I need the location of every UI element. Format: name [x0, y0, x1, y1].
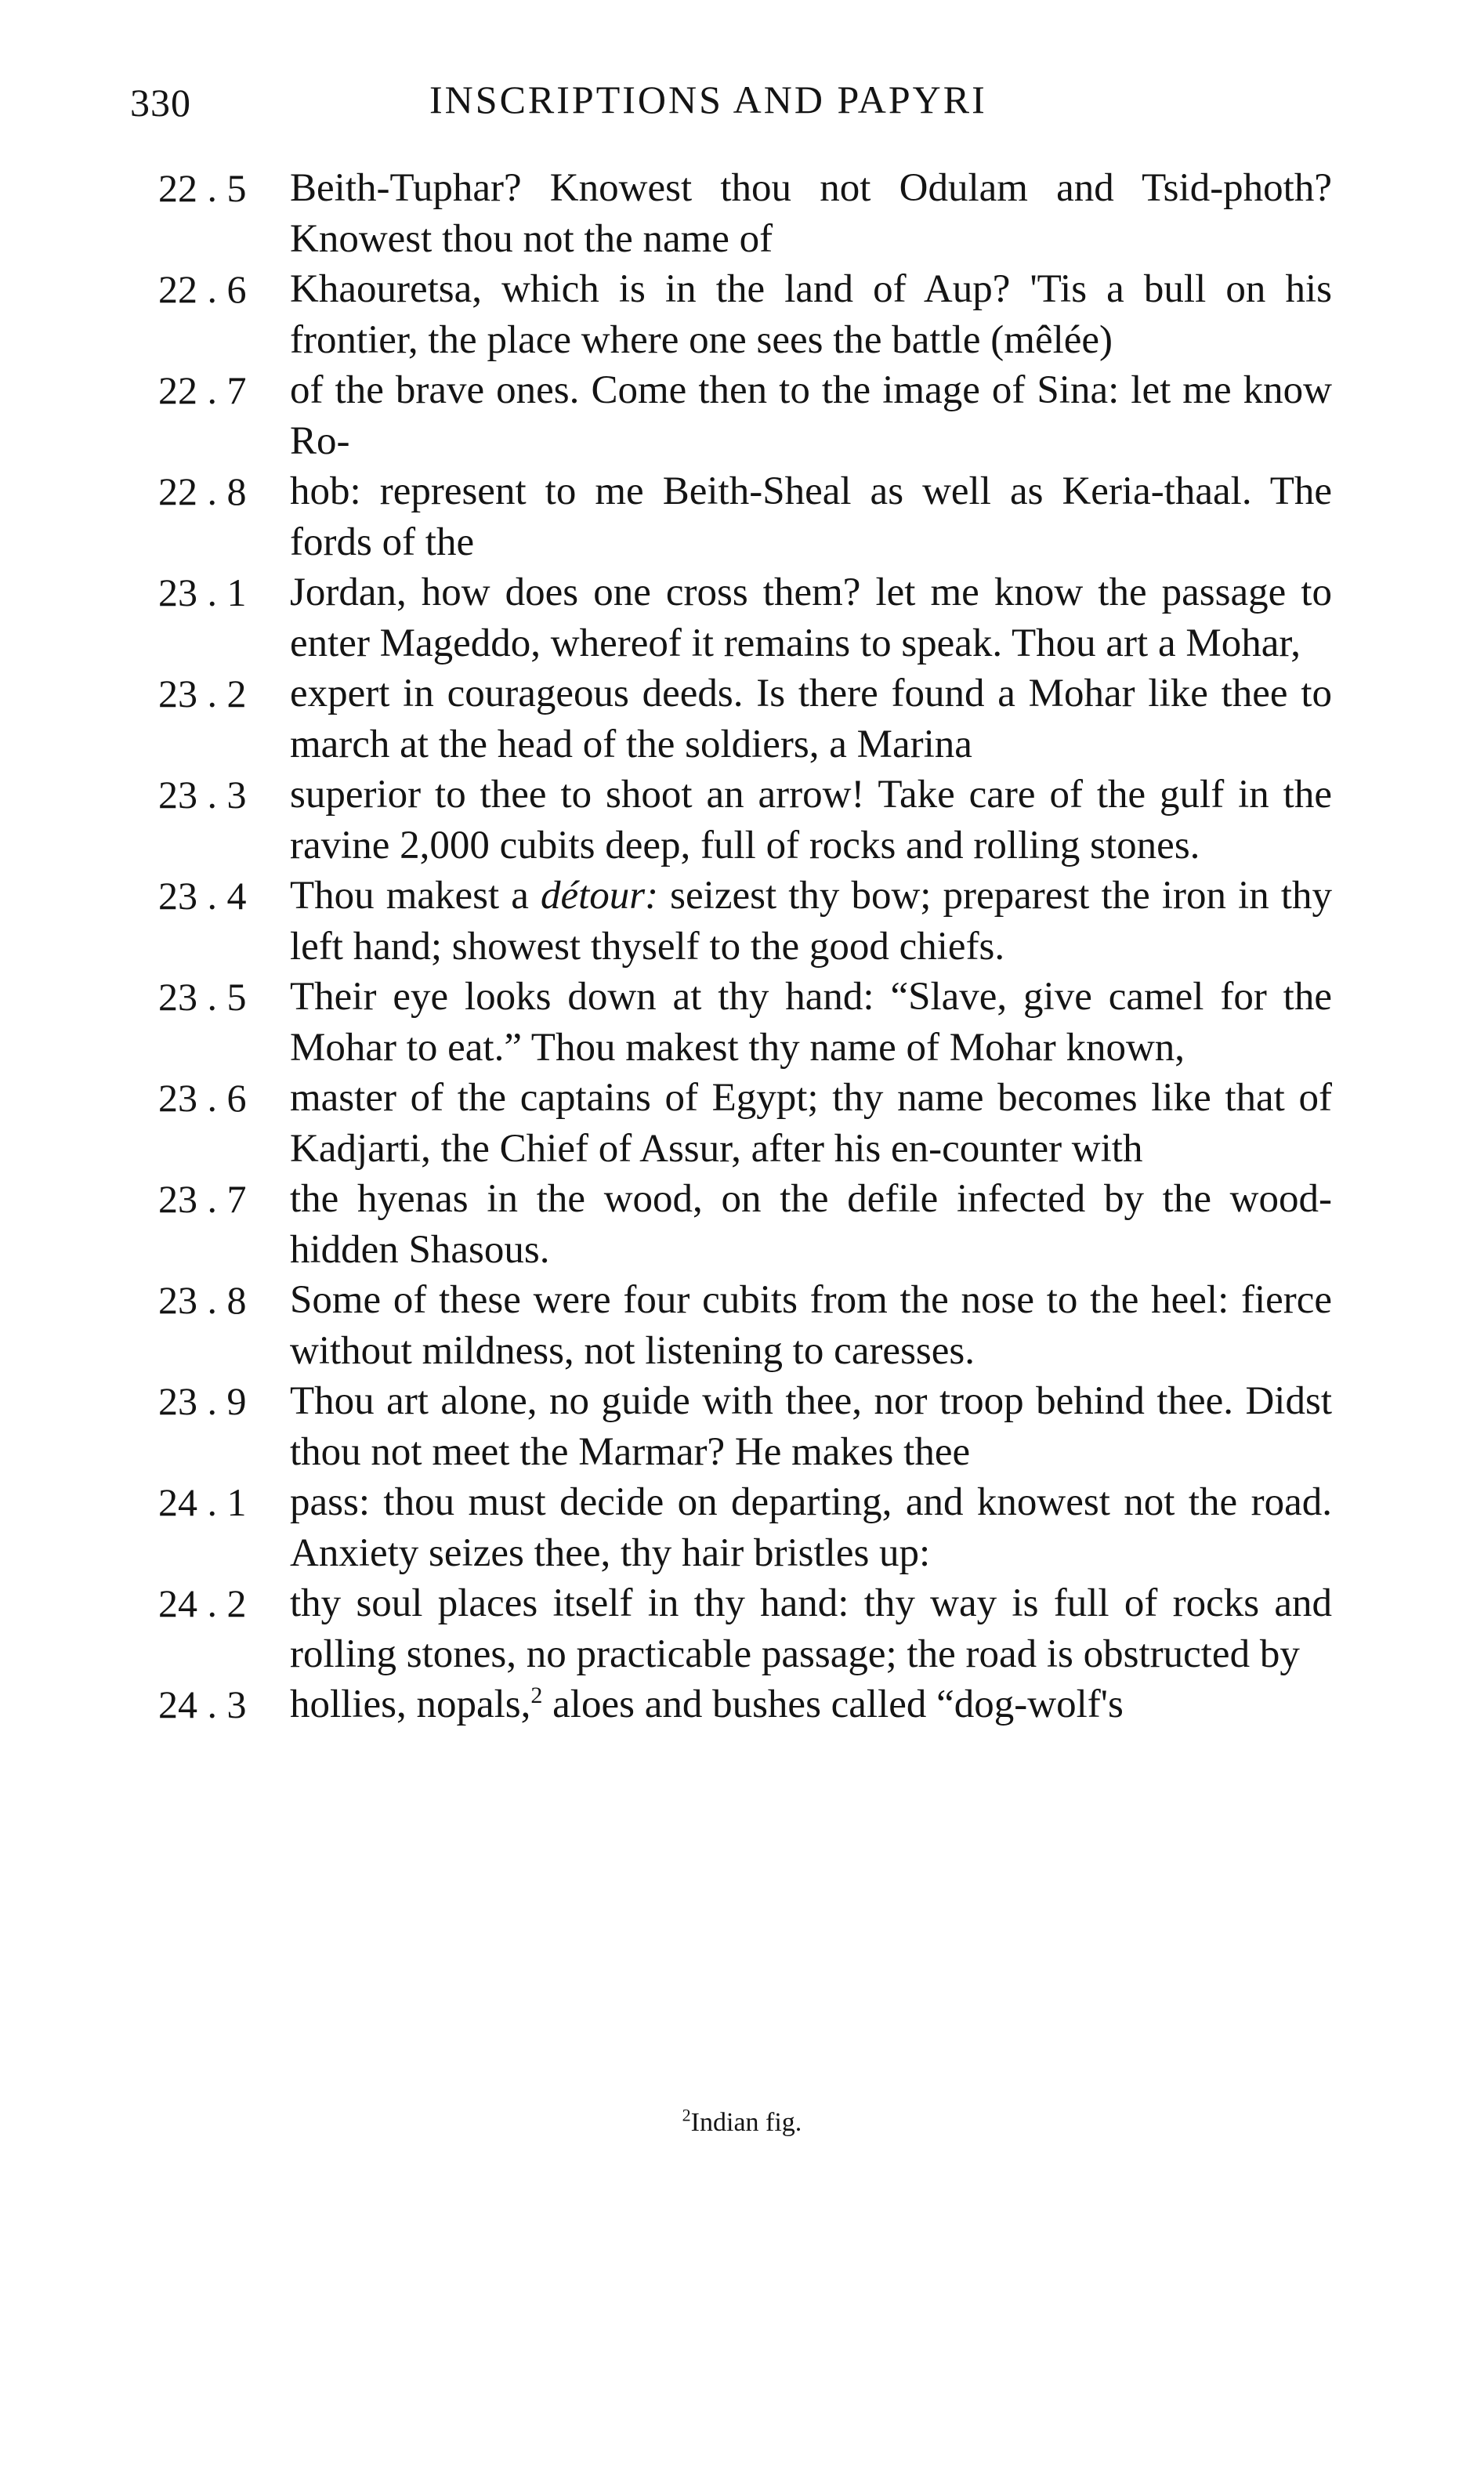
- line-reference: 23 . 5: [158, 975, 247, 1019]
- inscription-entries: [0, 163, 1484, 1730]
- line-reference: 24 . 2: [158, 1581, 247, 1625]
- entry-text: [290, 1679, 1332, 1730]
- entry-23-1: [0, 567, 1484, 668]
- footnote-reference: 2: [530, 1682, 543, 1708]
- entry-23-5: [0, 972, 1484, 1073]
- entry-text: the hyenas in the wood, on the defile infected by the wood-hidden Shasous.: [290, 1177, 1332, 1272]
- entry-23-7: [0, 1174, 1484, 1275]
- line-reference: 23 . 2: [158, 672, 247, 715]
- entry-text: Some of these were four cubits from the nose to the heel: fierce without mildness, not listening to caresses.: [290, 1278, 1332, 1373]
- page-number: 330: [130, 81, 191, 125]
- entry-text: Khaouretsa, which is in the land of Aup? 'Tis a bull on his frontier, the place where one sees the battle (mêlée): [290, 267, 1332, 362]
- entry-22-8: [0, 466, 1484, 567]
- line-reference: 22 . 8: [158, 469, 247, 513]
- entry-text: Beith-Tuphar? Knowest thou not Odulam and Tsid-photh? Knowest thou not the name of: [290, 166, 1332, 261]
- footnote-text: Indian fig.: [690, 2108, 802, 2137]
- line-reference: 23 . 9: [158, 1379, 247, 1423]
- entry-text: Their eye looks down at thy hand: “Slave, give camel for the Mohar to eat.” Thou makest thy name of Mohar known,: [290, 975, 1332, 1070]
- entry-text: of the brave ones. Come then to the image of Sina: let me know Ro-: [290, 368, 1332, 463]
- entry-24-1: [0, 1477, 1484, 1578]
- entry-22-5: [0, 163, 1484, 264]
- entry-text-part: seizest thy bow; preparest the iron in thy left hand; showest thyself to the good chiefs.: [290, 874, 1332, 969]
- entry-text: expert in courageous deeds. Is there found a Mohar like thee to march at the head of the soldiers, a Marina: [290, 672, 1332, 766]
- line-reference: 22 . 5: [158, 166, 247, 210]
- entry-text: superior to thee to shoot an arrow! Take care of the gulf in the ravine 2,000 cubits deep, full of rocks and rolling stones.: [290, 773, 1332, 867]
- entry-24-2: [0, 1578, 1484, 1679]
- entry-23-4: [0, 871, 1484, 972]
- italic-word: détour:: [540, 874, 659, 918]
- line-reference: 24 . 3: [158, 1682, 247, 1726]
- entry-text: hob: represent to me Beith-Sheal as well as Keria-thaal. The fords of the: [290, 469, 1332, 564]
- line-reference: 23 . 1: [158, 570, 247, 614]
- entry-text-part: aloes and bushes called “dog-wolf's: [542, 1682, 1124, 1726]
- line-reference: 23 . 6: [158, 1076, 247, 1120]
- running-head: INSCRIPTIONS AND PAPYRI: [429, 78, 987, 121]
- entry-text: master of the captains of Egypt; thy name becomes like that of Kadjarti, the Chief of Assur, after his en-counter with: [290, 1076, 1332, 1171]
- footnote: [0, 2105, 1484, 2138]
- line-reference: 23 . 7: [158, 1177, 247, 1221]
- page-header: [0, 72, 1484, 127]
- entry-23-8: [0, 1275, 1484, 1376]
- entry-22-7: [0, 365, 1484, 466]
- entry-text: Jordan, how does one cross them? let me know the passage to enter Mageddo, whereof it remains to speak. Thou art a Mohar,: [290, 570, 1332, 665]
- entry-22-6: [0, 264, 1484, 365]
- line-reference: 22 . 7: [158, 368, 247, 412]
- line-reference: 23 . 3: [158, 773, 247, 817]
- entry-text-part: hollies, nopals,: [290, 1682, 531, 1726]
- footnote-mark: 2: [682, 2105, 691, 2125]
- entry-23-2: [0, 668, 1484, 770]
- line-reference: 24 . 1: [158, 1480, 247, 1524]
- entry-23-3: [0, 770, 1484, 871]
- entry-text: [290, 871, 1332, 972]
- entry-text-part: Thou makest a: [290, 874, 541, 918]
- entry-24-3: [0, 1679, 1484, 1730]
- entry-text: pass: thou must decide on departing, and knowest not the road. Anxiety seizes thee, thy hair bristles up:: [290, 1480, 1332, 1575]
- line-reference: 23 . 4: [158, 874, 247, 918]
- line-reference: 23 . 8: [158, 1278, 247, 1322]
- entry-text: thy soul places itself in thy hand: thy way is full of rocks and rolling stones, no practicable passage; the road is obstructed by: [290, 1581, 1332, 1676]
- entry-text: Thou art alone, no guide with thee, nor troop behind thee. Didst thou not meet the Marmar? He makes thee: [290, 1379, 1332, 1474]
- entry-23-6: [0, 1073, 1484, 1174]
- line-reference: 22 . 6: [158, 267, 247, 311]
- entry-23-9: [0, 1376, 1484, 1477]
